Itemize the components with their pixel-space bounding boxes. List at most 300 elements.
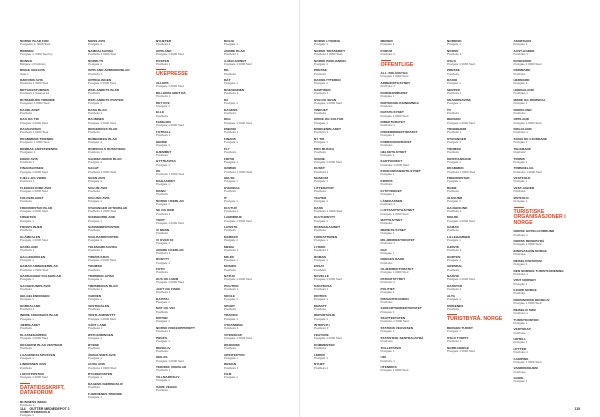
entry-name: ROMAN	[314, 254, 326, 259]
directory-entry	[224, 118, 288, 124]
entry-address: Postgate 1	[156, 338, 170, 343]
entry-address: Postboks 1	[513, 91, 528, 96]
entry-name: VITENSKAP	[224, 332, 243, 337]
entry-address: Postboks 1 0000 Sted	[380, 162, 409, 167]
directory-entry	[88, 187, 152, 193]
entry-address: Postgate 1 0000 Sted	[513, 359, 542, 364]
directory-entry	[447, 236, 510, 242]
section-heading-text: DATATIDSSKRIFT, DATAFORUM	[20, 384, 65, 397]
entry-name: STAVANGER AFTENBLAD	[88, 205, 128, 210]
entry-address: Postgate 1 0000 Sted	[20, 189, 48, 194]
entry-address: Postgate 1	[513, 140, 528, 145]
entry-name: HUS OG HJEM	[156, 276, 179, 281]
entry-name: BØRSEN	[20, 48, 34, 53]
entry-address: Postboks 1	[513, 130, 528, 135]
section-heading	[447, 314, 510, 323]
entry-name: NORDLAND	[513, 107, 532, 112]
entry-name: MEDIETILSYNET	[380, 227, 406, 232]
page-footer-right	[572, 407, 580, 411]
directory-entry	[20, 99, 84, 105]
directory-entry	[514, 167, 577, 173]
entry-address: Postboks	[380, 338, 393, 343]
entry-address: Postboks 1	[224, 326, 239, 331]
directory-entry	[224, 177, 288, 183]
entry-name: VEST-AGDER	[513, 185, 535, 190]
entry-address: Postboks 1	[314, 365, 329, 370]
entry-name: NORSK BLAD FOR	[20, 39, 49, 43]
entry-name: TIDENS KRAV	[88, 254, 110, 259]
entry-address: Postgate 1	[224, 140, 238, 145]
entry-name: JÆRBLADET	[20, 323, 41, 328]
entry-name: UTENRIKS	[380, 365, 397, 370]
entry-address: Postgate 1 0000 Sted	[380, 74, 409, 79]
directory-entry	[156, 376, 220, 382]
directory-entry	[447, 347, 510, 353]
entry-name: RIKSANTIKVAREN	[380, 296, 409, 301]
directory-entry	[224, 197, 288, 203]
directory-entry	[314, 295, 377, 301]
directory-entry	[224, 236, 288, 242]
directory-entry	[224, 60, 288, 66]
entry-name: HAMAR	[447, 225, 459, 230]
entry-name: TRØNDER-AVISA	[88, 274, 115, 279]
entry-name: SANDEFJORDS BLAD	[88, 156, 122, 161]
entry-address: Postboks	[314, 189, 326, 194]
section-heading	[514, 207, 577, 227]
entry-address: Postboks	[20, 198, 32, 203]
entry-address: Postgate 1	[447, 238, 461, 243]
entry-name: BIOTEKNOLOGINEMNDA	[380, 100, 419, 105]
entry-name: TROMS	[513, 156, 525, 161]
entry-name: KARTVERKET	[380, 159, 403, 164]
directory-entry	[88, 216, 152, 222]
directory-entry	[447, 158, 510, 164]
entry-address: Postboks 1 0000 Sted	[88, 52, 117, 56]
entry-address: Postgate 1 0000 Sted	[156, 52, 184, 56]
directory-entry	[514, 270, 577, 276]
directory-entry	[224, 69, 288, 75]
entry-address: Postgate 1	[88, 42, 102, 47]
entry-address: Postgate 1	[88, 198, 102, 203]
entry-address: Postgate 1	[380, 329, 395, 334]
entry-name: VESTLANDSNYTT	[88, 313, 116, 318]
directory-entry	[314, 236, 377, 242]
entry-address: Postgate 1	[156, 201, 170, 206]
entry-address: Postgate 1	[20, 413, 34, 417]
entry-name: DEBATT	[314, 303, 327, 308]
directory-entry	[88, 138, 152, 144]
directory-entry	[88, 148, 152, 154]
entry-name: FOTBALL	[156, 129, 171, 134]
entry-address: Postgate 1	[380, 152, 395, 157]
directory-entry	[514, 40, 577, 46]
entry-address: Postgate 1	[380, 93, 395, 98]
directory-entry	[514, 260, 577, 266]
entry-address: Postboks	[156, 152, 168, 157]
entry-name: FORBRUKERRÅDET	[380, 139, 412, 144]
directory-entry	[314, 216, 377, 222]
directory-entry	[514, 309, 577, 315]
directory-entry	[381, 268, 444, 274]
directory-entry	[20, 207, 84, 213]
entry-name: KULTURNYTT	[314, 215, 336, 220]
directory-entry	[20, 128, 84, 134]
directory-entry	[156, 170, 220, 176]
entry-address: Postgate 1 0000 Sted	[224, 61, 252, 66]
entry-name: KUNST	[314, 166, 325, 171]
directory-entry	[381, 200, 444, 206]
directory-entry	[224, 99, 288, 105]
entry-name: FAMILIEN	[156, 120, 171, 125]
entry-name: FRONTLINJEN	[20, 225, 43, 230]
entry-name: BARNEOMBUDET	[380, 90, 408, 95]
entry-address: Postgate 1	[380, 191, 395, 196]
directory-entry	[20, 363, 84, 369]
entry-name: OSLO TURIST	[447, 335, 469, 340]
entry-name: FREDRIKSTAD BLAD	[20, 205, 53, 210]
entry-name: SKANDINAVISK	[447, 97, 471, 102]
directory-entry	[88, 275, 152, 281]
directory-entry	[514, 118, 577, 124]
directory-entry	[514, 109, 577, 115]
entry-name: INDRE AKERSHUS BLAD	[20, 313, 59, 318]
entry-name: HOTELL	[513, 337, 527, 342]
entry-address: Postgate 1	[224, 159, 238, 164]
directory-entry	[88, 118, 152, 124]
entry-name: ANDRE UKEBLAD	[156, 247, 184, 252]
entry-address: Postgate 1	[513, 281, 528, 286]
entry-address: Postboks	[224, 306, 236, 311]
entry-name: FORUM	[380, 48, 393, 53]
entry-name: VI MENN	[156, 227, 170, 232]
entry-address: Postgate 1 0000 Sted	[447, 120, 475, 125]
entry-name: HARSTAD	[447, 283, 463, 288]
entry-address: Postboks	[88, 306, 100, 311]
directory-entry	[156, 160, 220, 166]
directory-entry	[447, 138, 510, 144]
directory-entry	[20, 275, 84, 281]
directory-entry	[314, 363, 377, 369]
entry-address: Postboks 1	[88, 326, 103, 331]
entry-name: HAUGESUND	[447, 205, 468, 210]
directory-entry	[20, 148, 84, 154]
directory-entry	[447, 327, 510, 333]
entry-address: Postboks 1	[380, 123, 395, 128]
entry-address: Postboks	[224, 71, 236, 76]
entry-address: Postgate 1	[314, 198, 328, 203]
entry-address: Postgate 1 0000 Sted	[224, 218, 252, 223]
entry-name: LUFTFARTSTILSYNET	[380, 208, 415, 213]
entry-address: Gate 1	[20, 71, 29, 76]
entry-address: Postgate 1	[380, 231, 395, 236]
directory-entry	[88, 246, 152, 252]
entry-address: Postgate 1	[380, 289, 395, 294]
directory-entry	[314, 354, 377, 360]
entry-address: Postboks 1	[156, 368, 171, 373]
entry-address: Postgate 1	[314, 296, 328, 301]
directory-entry	[156, 298, 220, 304]
entry-address: Postgate 1	[88, 375, 102, 380]
entry-address: Postboks 1 0000 Sted	[314, 52, 343, 56]
directory-entry	[447, 187, 510, 193]
entry-address: Postgate 1 0000 Sted	[447, 277, 475, 282]
entry-name: MAT OG VIN	[156, 306, 175, 311]
entry-name: MUSIKK	[224, 264, 237, 269]
directory-entry	[88, 109, 152, 115]
entry-name: NORDISK	[447, 39, 462, 43]
entry-address: Postgate 1	[447, 100, 461, 105]
entry-name: NAMDALSAVISA	[88, 48, 114, 53]
entry-name: NOVELLE	[314, 274, 329, 279]
entry-name: KIRKE OG KULTUR	[314, 117, 344, 122]
directory-entry	[314, 275, 377, 281]
entry-address: Postgate 1	[156, 299, 170, 304]
directory-entry	[224, 265, 288, 271]
entry-name: SOLUNG AVIS	[88, 195, 110, 200]
entry-name: TELEMARK	[513, 146, 532, 151]
entry-address: Postgate 1 0000 Sted	[20, 238, 48, 243]
directory-entry	[514, 158, 577, 164]
entry-name: NORDLYS	[88, 58, 104, 63]
entry-address: Postgate 1	[20, 277, 34, 282]
entry-address: Postgate 1 0000 Sted	[20, 208, 48, 213]
entry-name: MEDIER	[380, 39, 393, 43]
directory-entry	[447, 256, 510, 262]
directory-entry	[381, 288, 444, 294]
entry-address: Postgate 1	[88, 61, 102, 66]
entry-name: ARBEIDSTILSYNET	[380, 80, 411, 85]
entry-name: MAGASINET	[156, 178, 176, 183]
entry-address: Postgate 1	[224, 198, 238, 203]
entry-name: SAMTIDEN	[314, 87, 331, 92]
entry-address: Postboks	[447, 71, 459, 76]
entry-name: FINANS	[224, 136, 236, 141]
directory-entry	[88, 373, 152, 379]
entry-name: FOTO	[156, 267, 165, 272]
directory-entry	[156, 307, 220, 313]
entry-name: DRAMMEN	[447, 166, 464, 171]
directory-entry	[514, 138, 577, 144]
directory-entry	[20, 256, 84, 262]
entry-address: Postboks	[156, 231, 168, 236]
entry-name: BILLEDBLADET NÅ	[156, 90, 186, 95]
entry-address: Postgate 1	[314, 238, 328, 243]
directory-entry	[156, 111, 220, 117]
entry-address: Postboks	[447, 228, 459, 233]
entry-name: MILJØDIREKTORATET	[380, 237, 415, 242]
entry-address: Postgate 1 0000 Sted	[224, 336, 252, 341]
entry-name: BRYGGESTUBBEN	[20, 87, 49, 92]
entry-name: KRISTIANSAND	[447, 156, 471, 161]
entry-address: Postboks	[156, 387, 168, 392]
directory-entry	[88, 393, 152, 399]
entry-name: REPORTASJE	[314, 313, 336, 318]
directory-entry	[224, 256, 288, 262]
entry-address: Postgate 1, 0000 Sted by	[20, 52, 53, 56]
directory-entry	[514, 128, 577, 134]
directory-entry	[514, 187, 577, 193]
entry-name: FJELL-OG VIDDE	[20, 176, 47, 181]
directory-entry	[20, 138, 84, 144]
entry-name: MOLDE	[447, 215, 459, 220]
directory-entry	[514, 177, 577, 183]
entry-address: Postgate 1	[447, 179, 461, 184]
entry-address: Postboks	[314, 110, 326, 115]
directory-entry	[20, 344, 84, 350]
directory-entry	[156, 317, 220, 323]
entry-name: SUNNMØRSPOSTEN	[88, 225, 120, 230]
section-heading-text: OFFENTLIGE	[380, 61, 414, 68]
entry-address: Postboks 1 0000 Sted	[224, 169, 253, 174]
entry-address: Postgate 1 0000 Sted	[156, 358, 184, 363]
entry-name: DESIGN	[224, 362, 237, 367]
entry-name: REISELIV SØR	[513, 307, 536, 312]
entry-address: Postgate 1	[513, 100, 528, 105]
entry-address: Postboks	[447, 189, 459, 194]
entry-name: NYHET	[314, 362, 325, 367]
directory-entry	[514, 89, 577, 95]
entry-address: Postgate 1	[447, 81, 461, 86]
directory-entry	[20, 354, 84, 360]
entry-name: RANA BLAD	[88, 107, 107, 112]
entry-address: Postboks	[447, 306, 459, 311]
directory-entry	[156, 239, 220, 245]
entry-address: Postboks	[88, 130, 100, 135]
entry-address: Postboks 1	[314, 287, 329, 292]
entry-name: LOFOTPOSTEN	[20, 372, 44, 377]
directory-entry	[88, 256, 152, 262]
entry-name: HYTTER	[513, 346, 527, 351]
entry-address: Postgate 1	[88, 140, 102, 145]
entry-address: Postboks 1	[380, 358, 395, 363]
directory-entry	[20, 40, 84, 46]
entry-name: MATTILSYNET	[380, 218, 403, 223]
directory-entry	[314, 167, 377, 173]
directory-entry	[88, 89, 152, 95]
entry-name: JAKT OG FISKE	[156, 286, 181, 291]
entry-address: Postgate 1	[447, 42, 461, 47]
entry-name: VARDEN	[88, 293, 102, 298]
entry-address: Postgate 1	[314, 42, 328, 47]
entry-address: Postboks	[314, 267, 326, 272]
entry-address: Postboks	[88, 345, 100, 350]
directory-entry	[156, 151, 220, 157]
entry-address: Postgate 1	[380, 250, 395, 255]
entry-name: UTDANNING	[224, 323, 244, 328]
entry-name: MANN	[156, 188, 166, 193]
entry-name: FRITID	[224, 156, 235, 161]
entry-address: Postboks 1 0000 Sted	[447, 169, 476, 174]
entry-name: NORGES BANK	[380, 257, 405, 262]
entry-name: SUNNHORDLAND	[88, 215, 116, 220]
entry-name: BONYTT	[156, 257, 170, 262]
directory-entry	[224, 373, 288, 379]
entry-address: Postgate 1	[88, 336, 102, 341]
entry-name: RADIO	[447, 78, 458, 83]
directory-entry	[88, 207, 152, 213]
entry-name: ØSTFOLD	[513, 195, 529, 200]
entry-name: TOPP	[156, 218, 165, 223]
entry-name: BÆRUMS AVIS	[20, 78, 43, 83]
entry-address: Postboks	[380, 142, 393, 147]
entry-address: Postgate 1 0000 Sted	[447, 218, 475, 223]
directory-entry	[447, 207, 510, 213]
entry-name: SOGN AVIS	[88, 176, 106, 181]
entry-name: ØSTLANDETS POSTEN	[88, 97, 124, 102]
entry-name: TROMSØ	[88, 264, 102, 269]
entry-address: Postboks 1	[88, 110, 103, 115]
directory-entry	[381, 229, 444, 235]
entry-address: Postboks 1	[156, 93, 171, 98]
entry-name: HYTTEAVISA	[156, 159, 176, 164]
directory-entry	[314, 226, 377, 232]
directory-entry	[447, 226, 510, 232]
entry-address: Postboks 1	[513, 52, 528, 56]
entry-address: Postgate 1	[447, 329, 461, 334]
directory-entry	[381, 209, 444, 215]
entry-name: HADELAND	[20, 244, 38, 249]
entry-address: Postgate 1	[513, 198, 528, 203]
entry-address: Postboks 1 0000 Sted	[88, 365, 117, 370]
entry-name: DATATILSYNET	[380, 110, 404, 115]
directory-entry	[224, 89, 288, 95]
directory-entry	[381, 366, 444, 372]
entry-name: NORSK HOTELLFORBUND	[513, 229, 555, 234]
directory-entry	[156, 50, 220, 56]
directory-entry	[447, 295, 510, 301]
right-page-columns	[314, 40, 580, 401]
directory-entry	[381, 190, 444, 196]
directory-entry	[381, 141, 444, 147]
entry-name: BOKMAGASINET	[314, 225, 341, 230]
entry-address: Postboks 1	[314, 326, 329, 331]
entry-name: ØYENE	[88, 342, 100, 347]
directory-entry	[381, 111, 444, 117]
entry-address: Postgate 1	[88, 238, 102, 243]
entry-name: ØSTLENDINGEN	[88, 332, 114, 337]
entry-address: Postboks	[447, 149, 459, 154]
entry-address: Postgate 1 0000 Sted	[88, 316, 116, 321]
entry-name: IT	[224, 195, 227, 200]
entry-address: Postboks 1	[88, 287, 103, 292]
entry-name: KRIPOS	[380, 178, 393, 183]
entry-address: Postboks 1 0000 Sted	[88, 208, 117, 213]
entry-name: COMPUTERWORLD	[20, 409, 50, 414]
directory-entry	[156, 141, 220, 147]
entry-name: TROMSØ	[447, 146, 461, 151]
entry-address: Postgate 1	[156, 162, 170, 167]
entry-name: POLITIKK	[224, 283, 239, 288]
entry-address: Postboks 1	[380, 201, 395, 206]
directory-entry	[447, 109, 510, 115]
directory-entry	[381, 151, 444, 157]
directory-entry	[381, 219, 444, 225]
directory-entry	[514, 319, 577, 325]
entry-name: HORDALAND	[513, 87, 534, 92]
entry-address: Postgate 1	[513, 379, 528, 384]
entry-address: Postgate 1 0000 Sted	[156, 123, 184, 128]
directory-entry	[20, 158, 84, 164]
directory-entry	[20, 334, 84, 340]
directory-entry	[314, 79, 377, 85]
section-heading	[156, 69, 220, 78]
directory-entry	[156, 209, 220, 215]
directory-entry	[224, 354, 288, 360]
entry-name: NATUR	[224, 274, 235, 279]
entry-address: Postgate 1	[314, 81, 328, 86]
entry-name: SAKPROSA	[314, 283, 332, 288]
entry-address: Postboks 1	[314, 169, 329, 174]
